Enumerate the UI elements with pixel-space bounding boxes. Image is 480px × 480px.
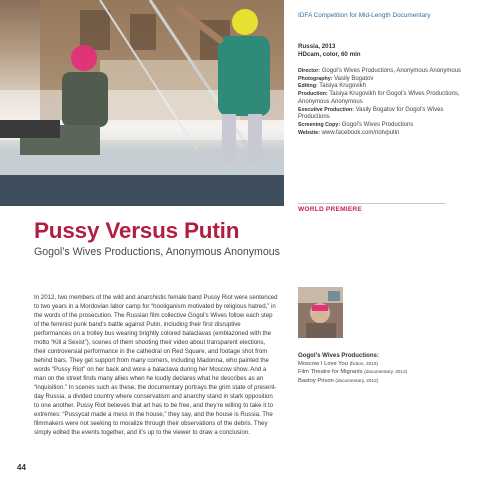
credit-label: Photography: (298, 75, 333, 82)
director-photo-illustration (298, 287, 343, 338)
film-info (298, 43, 470, 59)
credit-value: Gogol’s Wives Productions, Anonymous Anonymous (321, 68, 462, 74)
filmography-film: Film Theatre for Migrants (298, 369, 363, 376)
country-year: Russia, 2013 (298, 43, 336, 50)
filmography-note: (fiction, 2010) (349, 360, 378, 366)
credit-value: Gogol’s Wives Productions (341, 121, 414, 128)
credit-screening-copy (298, 122, 470, 130)
hero-photo (0, 0, 284, 206)
credit-value: Taisiya Krugovikh for Gogol’s Wives Productions, Anonymous Anonymous (298, 91, 460, 105)
premiere-divider (298, 203, 446, 204)
credit-value: Vasily Bogatov for Gogol’s Wives Productions (298, 106, 444, 121)
credit-label: Director: (298, 68, 321, 74)
credit-label: Screening Copy: (298, 121, 341, 128)
filmography-note: (documentary, 2012) (335, 377, 379, 383)
credit-editing (298, 83, 470, 91)
format-info: HDcam, color, 60 min (298, 51, 361, 58)
page-number: 44 (17, 463, 26, 472)
filmography-item (298, 377, 470, 386)
credit-label: Editing: (298, 83, 318, 90)
film-subtitle: Gogol’s Wives Productions, Anonymous Anonymous (34, 246, 280, 258)
credits-list (298, 68, 470, 137)
filmography-item (298, 360, 470, 369)
credit-website[interactable] (298, 130, 470, 138)
credit-director (298, 68, 470, 76)
filmography-film: Bastoy Prison (298, 377, 334, 384)
credit-photography (298, 76, 470, 84)
filmography-note: (documentary, 2012) (364, 369, 408, 375)
filmography-item (298, 368, 470, 377)
competition-label: IDFA Competition for Mid-Length Documentary (298, 12, 431, 19)
website-link[interactable]: www.facebook.com/riotvputin (321, 129, 400, 136)
credit-value: Taisiya Krugovikh (319, 83, 366, 90)
credit-value: Vasily Bogatov (334, 75, 374, 82)
premiere-label: WORLD PREMIERE (298, 206, 362, 213)
credit-label: Executive Production: (298, 106, 354, 113)
credit-production (298, 91, 470, 106)
filmography-title: Gogol’s Wives Productions: (298, 352, 379, 359)
film-title: Pussy Versus Putin (34, 218, 240, 243)
filmography-film: Moscow I Love You (298, 360, 348, 367)
credit-label: Website: (298, 129, 320, 136)
filmography (298, 352, 470, 385)
synopsis-text: In 2012, two members of the wild and anarchistic female band Pussy Riot were sentenced to two years in a Mordovian labor camp for “hooliganism motivated by religious hatred,” in the words of the prosecution. The Russian film collective Gogol’s Wives follow each step of the feminist punk band’s battle against Putin, including their first disruptive performances on a trolley bus wearing brightly colored balaclavas (emblazoned with the motto “Kill a Sexist”), scenes of them shooting their video about transparent elections, their controversial performance in the cathedral on Red Square, and footage shot from behind bars. They get support from many corners, including Madonna, who painted the words “Pussy Riot” on her back and wore a balaclava during her Moscow show. And a man on the street finds many allies when he loudly declares what he describes as an “inquisition.” In scenes such as these, the documentary portrays the grim state of present-day Russia, a divided country where conservatism and anarchy stand in stark opposition to one another. Pussy Riot believes that art has to be free, and they’re willing to take it to extremes: “Pussycat made a mess in the house,” they say, and the house is Russia. The filmmakers were not seeking to moralize through their observations of the debris. They simply edited the events together, and it’s up to the viewer to draw a conclusion. (34, 294, 278, 436)
protest-photo-illustration (0, 0, 284, 206)
director-photo (298, 287, 343, 338)
credit-executive-production (298, 107, 470, 122)
credit-label: Production: (298, 91, 328, 98)
